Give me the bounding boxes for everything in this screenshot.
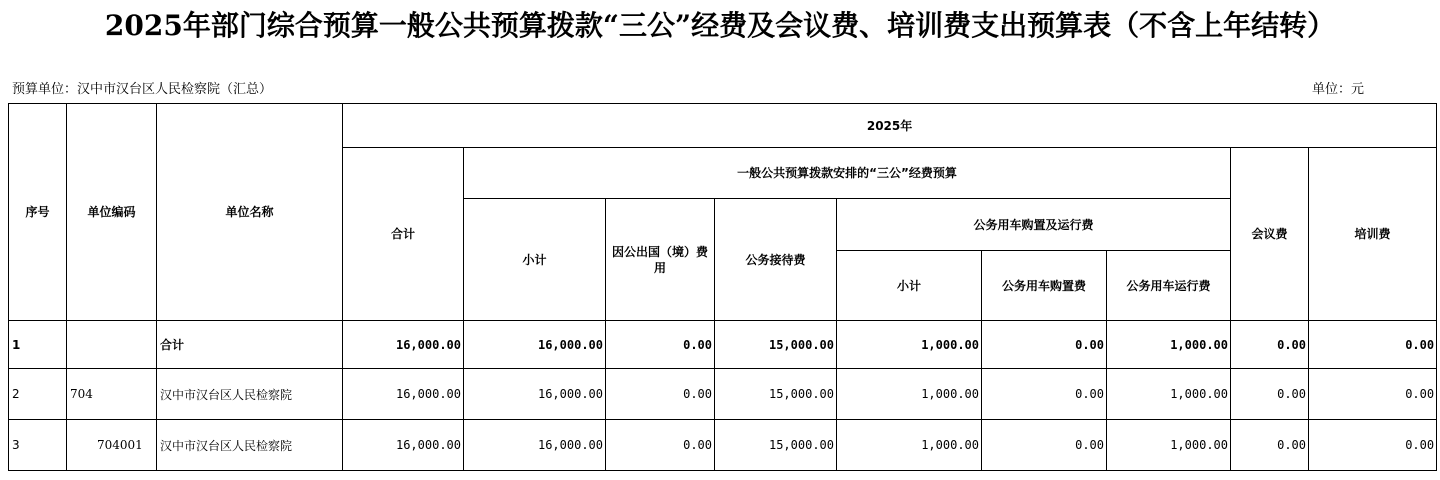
cell-name: 汉中市汉台区人民检察院 xyxy=(157,369,343,420)
header-unit-code: 单位编码 xyxy=(67,104,157,321)
cell-total: 16,000.00 xyxy=(343,369,464,420)
cell-seq: 1 xyxy=(9,321,67,369)
table-row xyxy=(9,369,1437,420)
cell-training: 0.00 xyxy=(1309,369,1437,420)
header-training: 培训费 xyxy=(1309,148,1437,321)
cell-subtotal: 16,000.00 xyxy=(464,321,606,369)
header-seq: 序号 xyxy=(9,104,67,321)
budget-table xyxy=(8,103,1437,471)
cell-code: 704 xyxy=(67,369,157,420)
currency-unit-label: 单位：元 xyxy=(1312,82,1365,97)
cell-total: 16,000.00 xyxy=(343,420,464,471)
cell-code xyxy=(67,321,157,369)
cell-seq: 3 xyxy=(9,420,67,471)
cell-reception: 15,000.00 xyxy=(715,321,837,369)
cell-seq: 2 xyxy=(9,369,67,420)
header-vehicle: 公务用车购置及运行费 xyxy=(837,199,1231,251)
budget-unit-label: 预算单位：汉中市汉台区人民检察院（汇总） xyxy=(12,82,273,97)
table-row xyxy=(9,321,1437,369)
cell-vehicle-operation: 1,000.00 xyxy=(1107,420,1231,471)
cell-abroad: 0.00 xyxy=(606,369,715,420)
cell-total: 16,000.00 xyxy=(343,321,464,369)
cell-reception: 15,000.00 xyxy=(715,369,837,420)
cell-abroad: 0.00 xyxy=(606,321,715,369)
header-year: 2025年 xyxy=(343,104,1437,148)
header-vehicle-subtotal: 小计 xyxy=(837,251,982,321)
page-title: 2025年部门综合预算一般公共预算拨款“三公”经费及会议费、培训费支出预算表（不含上年结转） xyxy=(104,9,1336,42)
cell-vehicle-operation: 1,000.00 xyxy=(1107,321,1231,369)
cell-name: 合计 xyxy=(157,321,343,369)
header-total: 合计 xyxy=(343,148,464,321)
cell-vehicle-subtotal: 1,000.00 xyxy=(837,420,982,471)
cell-vehicle-subtotal: 1,000.00 xyxy=(837,369,982,420)
cell-abroad: 0.00 xyxy=(606,420,715,471)
header-unit-name: 单位名称 xyxy=(157,104,343,321)
cell-subtotal: 16,000.00 xyxy=(464,369,606,420)
header-vehicle-purchase: 公务用车购置费 xyxy=(982,251,1107,321)
cell-name: 汉中市汉台区人民检察院 xyxy=(157,420,343,471)
cell-training: 0.00 xyxy=(1309,420,1437,471)
header-vehicle-operation: 公务用车运行费 xyxy=(1107,251,1231,321)
cell-vehicle-subtotal: 1,000.00 xyxy=(837,321,982,369)
header-subtotal: 小计 xyxy=(464,199,606,321)
header-reception: 公务接待费 xyxy=(715,199,837,321)
cell-meeting: 0.00 xyxy=(1231,420,1309,471)
cell-vehicle-purchase: 0.00 xyxy=(982,321,1107,369)
cell-training: 0.00 xyxy=(1309,321,1437,369)
cell-meeting: 0.00 xyxy=(1231,321,1309,369)
cell-vehicle-purchase: 0.00 xyxy=(982,369,1107,420)
cell-vehicle-purchase: 0.00 xyxy=(982,420,1107,471)
cell-meeting: 0.00 xyxy=(1231,369,1309,420)
header-meeting: 会议费 xyxy=(1231,148,1309,321)
cell-vehicle-operation: 1,000.00 xyxy=(1107,369,1231,420)
header-abroad: 因公出国（境）费用 xyxy=(606,199,715,321)
table-row xyxy=(9,420,1437,471)
cell-code: 704001 xyxy=(67,420,157,471)
cell-subtotal: 16,000.00 xyxy=(464,420,606,471)
header-three-public: 一般公共预算拨款安排的“三公”经费预算 xyxy=(464,148,1231,199)
cell-reception: 15,000.00 xyxy=(715,420,837,471)
